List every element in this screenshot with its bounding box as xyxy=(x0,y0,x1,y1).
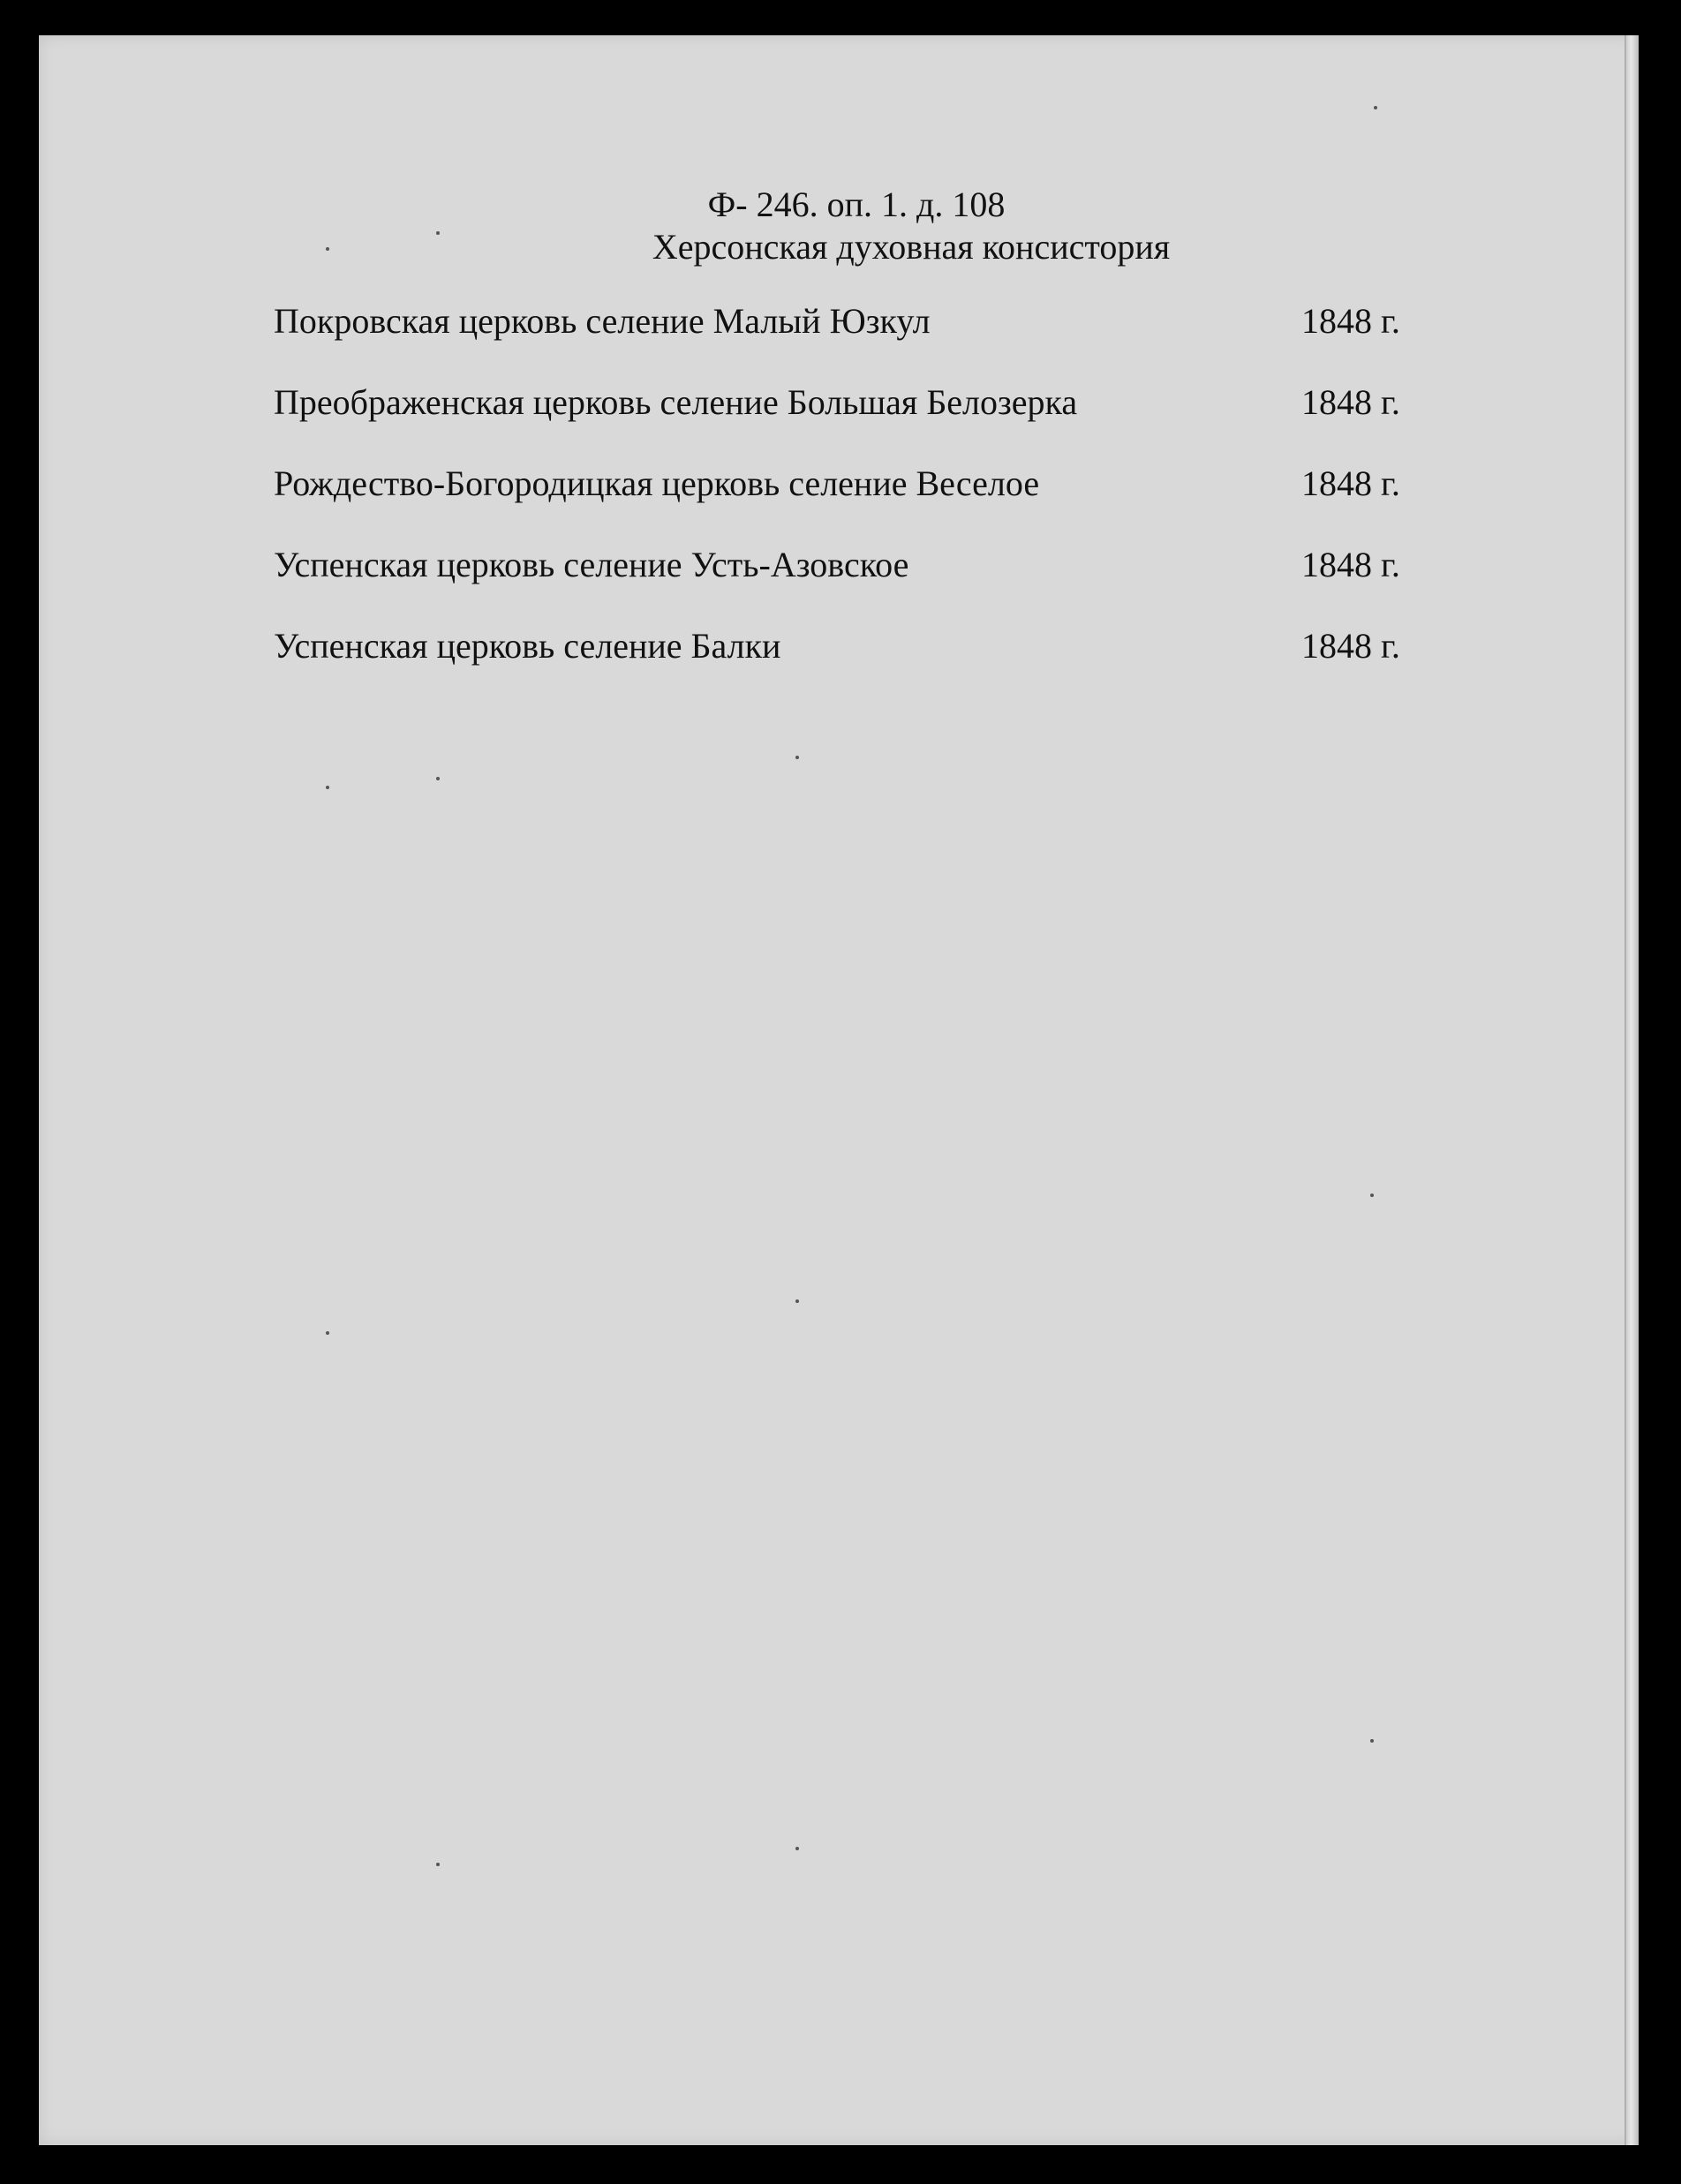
scan-speck xyxy=(1370,1739,1374,1743)
list-item xyxy=(274,300,1483,381)
entry-text: Покровская церковь селение Малый Юзкул xyxy=(274,301,931,341)
entry-year: 1848 г. xyxy=(1301,463,1400,503)
page-edge xyxy=(1624,35,1639,2145)
scan-speck xyxy=(795,756,799,759)
list-item xyxy=(274,463,1483,544)
entry-year: 1848 г. xyxy=(1301,301,1400,341)
entry-year: 1848 г. xyxy=(1301,626,1400,666)
document-page xyxy=(39,35,1639,2145)
scan-speck xyxy=(436,1863,440,1866)
scan-speck xyxy=(1370,1194,1374,1197)
list-item xyxy=(274,625,1483,706)
list-item xyxy=(274,544,1483,625)
entry-year: 1848 г. xyxy=(1301,545,1400,584)
scan-speck xyxy=(326,1331,329,1335)
scan-speck xyxy=(326,786,329,789)
entry-text: Успенская церковь селение Усть-Азовское xyxy=(274,545,909,584)
entry-year: 1848 г. xyxy=(1301,382,1400,422)
entry-text: Успенская церковь селение Балки xyxy=(274,626,781,666)
scan-speck xyxy=(326,247,329,251)
entry-list xyxy=(274,300,1483,706)
scan-speck xyxy=(795,1847,799,1850)
entry-text: Рождество-Богородицкая церковь селение Веселое xyxy=(274,463,1040,503)
list-item xyxy=(274,381,1483,463)
entry-text: Преображенская церковь селение Большая Белозерка xyxy=(274,382,1078,422)
scan-speck xyxy=(436,231,440,235)
organization-title: Херсонская духовная консистория xyxy=(652,227,1171,267)
scan-speck xyxy=(436,777,440,780)
scan-speck xyxy=(795,1299,799,1303)
archive-reference: Ф- 246. оп. 1. д. 108 xyxy=(707,185,1006,224)
scan-speck xyxy=(1374,106,1377,109)
